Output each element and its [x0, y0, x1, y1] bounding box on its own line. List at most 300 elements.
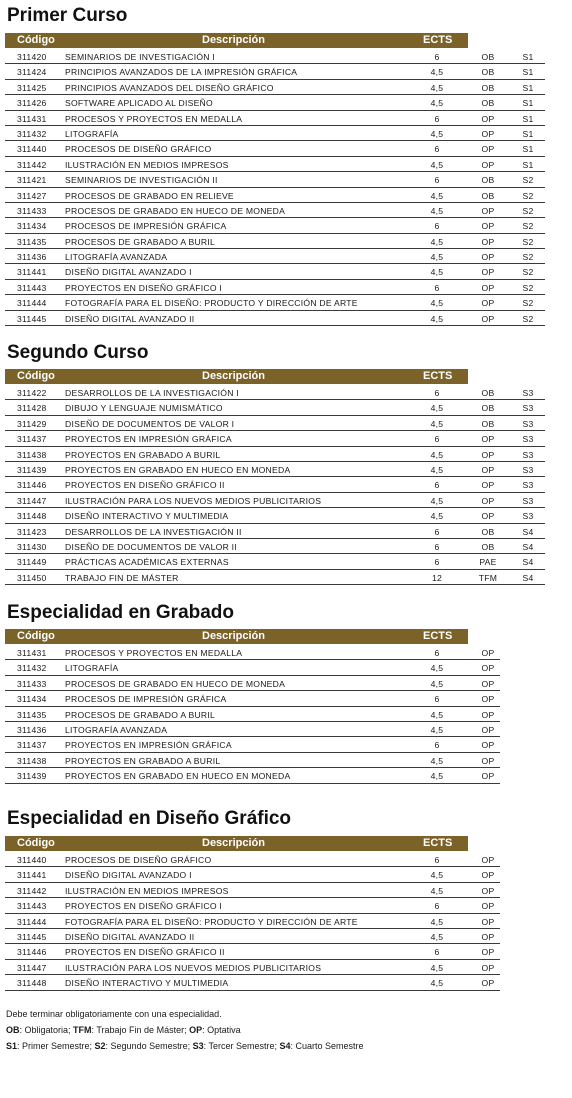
course-type: OP — [481, 113, 495, 124]
course-description: PROCESOS DE IMPRESIÓN GRÁFICA — [65, 694, 227, 705]
course-code: 311432 — [17, 128, 47, 139]
course-type: OP — [481, 298, 495, 309]
table-row — [5, 49, 545, 64]
course-description: DISEÑO DIGITAL AVANZADO II — [65, 313, 195, 324]
course-type: OP — [481, 771, 495, 782]
table-row — [5, 111, 545, 126]
table-row — [5, 203, 545, 218]
course-type: OP — [481, 740, 495, 751]
course-ects: 6 — [434, 526, 440, 537]
course-semester: S4 — [522, 541, 534, 552]
table-primer-curso — [5, 49, 545, 326]
course-ects: 4,5 — [430, 252, 444, 263]
course-code: 311443 — [17, 282, 47, 293]
table-row — [5, 447, 545, 462]
legend-text: : Primer Semestre; — [17, 1041, 95, 1051]
header-description: Descripción — [202, 370, 265, 382]
table-row — [5, 157, 545, 172]
course-type: OP — [481, 159, 495, 170]
table-row — [5, 898, 500, 913]
course-type: OP — [481, 282, 495, 293]
table-row — [5, 126, 545, 141]
header-code: Código — [17, 630, 55, 642]
course-type: OP — [481, 870, 495, 881]
table-row — [5, 524, 545, 539]
course-ects: 6 — [434, 855, 440, 865]
course-semester: S2 — [522, 313, 534, 324]
course-code: 311448 — [17, 978, 47, 989]
course-description: LITOGRAFÍA AVANZADA — [65, 252, 168, 263]
table-row — [5, 64, 545, 79]
course-type: OP — [481, 267, 495, 278]
header-ects: ECTS — [423, 34, 453, 46]
course-code: 311436 — [17, 252, 47, 263]
course-code: 311439 — [17, 464, 47, 475]
course-type: OP — [481, 313, 495, 324]
course-description: DISEÑO DIGITAL AVANZADO I — [65, 267, 192, 278]
table-row — [5, 883, 500, 898]
course-semester: S1 — [522, 52, 534, 62]
course-type: PAE — [479, 557, 497, 568]
table-row — [5, 385, 545, 400]
table-row — [5, 493, 545, 508]
table-row — [5, 416, 545, 431]
course-type: OP — [481, 144, 495, 155]
course-code: 311440 — [17, 144, 47, 155]
course-code: 311437 — [17, 740, 47, 751]
course-code: 311427 — [17, 190, 47, 201]
course-code: 311447 — [17, 962, 47, 973]
course-semester: S2 — [522, 190, 534, 201]
course-code: 311446 — [17, 480, 47, 491]
course-type: OB — [481, 175, 495, 186]
header-description: Descripción — [202, 837, 265, 849]
course-semester: S3 — [522, 388, 534, 398]
table-row — [5, 975, 500, 990]
course-code: 311424 — [17, 67, 47, 78]
course-ects: 4,5 — [430, 495, 444, 506]
course-ects: 4,5 — [430, 771, 444, 782]
course-type: OB — [481, 388, 495, 398]
course-description: ILUSTRACIÓN EN MEDIOS IMPRESOS — [65, 159, 229, 170]
table-row — [5, 852, 500, 867]
course-description: DISEÑO DIGITAL AVANZADO I — [65, 870, 192, 881]
table-row — [5, 218, 545, 233]
course-code: 311433 — [17, 205, 47, 216]
course-ects: 4,5 — [430, 755, 444, 766]
course-ects: 12 — [431, 572, 443, 583]
course-ects: 4,5 — [430, 267, 444, 278]
course-semester: S4 — [522, 572, 534, 583]
course-description: PROCESOS DE GRABADO EN HUECO DE MONEDA — [65, 678, 286, 689]
section-title-especialidad-diseno: Especialidad en Diseño Gráfico — [7, 808, 292, 829]
course-description: SOFTWARE APLICADO AL DISEÑO — [65, 98, 213, 109]
note-specialty: Debe terminar obligatoriamente con una especialidad. — [6, 1009, 222, 1019]
course-description: TRABAJO FIN DE MÁSTER — [65, 572, 179, 583]
table-row — [5, 867, 500, 882]
course-description: PROYECTOS EN IMPRESIÓN GRÁFICA — [65, 740, 232, 751]
course-ects: 4,5 — [430, 82, 444, 93]
course-type: OP — [481, 449, 495, 460]
course-description: PROCESOS DE DISEÑO GRÁFICO — [65, 144, 212, 155]
legend-text: : Trabajo Fin de Máster; — [91, 1025, 190, 1035]
course-ects: 6 — [434, 740, 440, 751]
course-description: PROCESOS Y PROYECTOS EN MEDALLA — [65, 648, 243, 658]
course-description: PRINCIPIOS AVANZADOS DE LA IMPRESIÓN GRÁFICA — [65, 67, 298, 78]
legend-abbr: S1 — [6, 1041, 18, 1051]
course-type: OP — [481, 495, 495, 506]
course-type: OP — [481, 694, 495, 705]
course-ects: 4,5 — [430, 464, 444, 475]
course-type: OP — [481, 947, 495, 958]
course-type: OP — [481, 663, 495, 674]
table-row — [5, 188, 545, 203]
course-semester: S3 — [522, 449, 534, 460]
table-row — [5, 431, 545, 446]
legend-text: : Tercer Semestre; — [203, 1041, 280, 1051]
course-code: 311423 — [17, 526, 47, 537]
table-segundo-curso — [5, 385, 545, 585]
legend-semester — [6, 1038, 364, 1054]
course-type: OP — [481, 916, 495, 927]
table-row — [5, 676, 500, 691]
course-ects: 4,5 — [430, 978, 444, 989]
course-ects: 6 — [434, 557, 440, 568]
header-description: Descripción — [202, 34, 265, 46]
course-type: OB — [481, 541, 495, 552]
table-row — [5, 707, 500, 722]
table-header-segundo — [5, 369, 468, 384]
notes — [6, 1006, 364, 1054]
course-description: PROYECTOS EN DISEÑO GRÁFICO II — [65, 480, 225, 491]
course-code: 311428 — [17, 403, 47, 414]
course-description: DESARROLLOS DE LA INVESTIGACIÓN II — [65, 526, 242, 537]
legend-abbr: S3 — [192, 1041, 204, 1051]
course-type: OB — [481, 403, 495, 414]
course-semester: S3 — [522, 464, 534, 475]
header-code: Código — [17, 837, 55, 849]
course-description: PROYECTOS EN DISEÑO GRÁFICO I — [65, 901, 223, 912]
course-code: 311437 — [17, 434, 47, 445]
table-row — [5, 249, 545, 264]
table-row — [5, 753, 500, 768]
course-code: 311429 — [17, 418, 47, 429]
course-semester: S4 — [522, 557, 534, 568]
section-title-especialidad-grabado: Especialidad en Grabado — [7, 602, 235, 623]
course-semester: S2 — [522, 267, 534, 278]
table-row — [5, 311, 545, 326]
course-description: ILUSTRACIÓN PARA LOS NUEVOS MEDIOS PUBLICITARIOS — [65, 495, 322, 506]
course-code: 311432 — [17, 663, 47, 674]
course-description: PRINCIPIOS AVANZADOS DEL DISEÑO GRÁFICO — [65, 82, 274, 93]
course-type: OP — [481, 236, 495, 247]
course-semester: S2 — [522, 298, 534, 309]
course-description: DISEÑO DE DOCUMENTOS DE VALOR II — [65, 541, 237, 552]
course-description: PROYECTOS EN DISEÑO GRÁFICO I — [65, 282, 223, 293]
course-ects: 4,5 — [430, 418, 444, 429]
course-type: OB — [481, 418, 495, 429]
course-description: PROYECTOS EN GRABADO A BURIL — [65, 755, 221, 766]
course-description: SEMINARIOS DE INVESTIGACIÓN II — [65, 175, 218, 186]
course-semester: S3 — [522, 511, 534, 522]
table-row — [5, 645, 500, 660]
course-code: 311444 — [17, 916, 47, 927]
course-type: OB — [481, 526, 495, 537]
course-type: OP — [481, 221, 495, 232]
course-code: 311420 — [17, 52, 47, 62]
course-description: PROCESOS DE GRABADO EN HUECO DE MONEDA — [65, 205, 286, 216]
course-code: 311435 — [17, 709, 47, 720]
course-ects: 4,5 — [430, 403, 444, 414]
course-semester: S2 — [522, 252, 534, 263]
table-row — [5, 264, 545, 279]
course-description: PRÁCTICAS ACADÉMICAS EXTERNAS — [65, 557, 229, 568]
course-code: 311434 — [17, 694, 47, 705]
course-semester: S2 — [522, 282, 534, 293]
course-code: 311442 — [17, 159, 47, 170]
course-type: OP — [481, 885, 495, 896]
course-semester: S1 — [522, 113, 534, 124]
table-header-grabado — [5, 629, 468, 644]
course-description: ILUSTRACIÓN EN MEDIOS IMPRESOS — [65, 885, 229, 896]
course-ects: 6 — [434, 52, 440, 62]
legend-abbr: TFM — [73, 1025, 92, 1035]
section-title-primer-curso: Primer Curso — [7, 5, 128, 26]
course-type: OP — [481, 962, 495, 973]
course-code: 311439 — [17, 771, 47, 782]
course-description: LITOGRAFÍA — [65, 663, 119, 674]
course-description: DISEÑO DE DOCUMENTOS DE VALOR I — [65, 418, 235, 429]
course-description: SEMINARIOS DE INVESTIGACIÓN I — [65, 52, 216, 62]
course-type: OP — [481, 205, 495, 216]
course-ects: 4,5 — [430, 511, 444, 522]
course-ects: 6 — [434, 221, 440, 232]
course-type: OB — [481, 82, 495, 93]
course-description: PROCESOS DE GRABADO A BURIL — [65, 236, 216, 247]
table-row — [5, 462, 545, 477]
course-type: OP — [481, 434, 495, 445]
course-ects: 6 — [434, 282, 440, 293]
course-type: TFM — [478, 572, 498, 583]
course-type: OP — [481, 648, 495, 658]
course-type: OP — [481, 978, 495, 989]
table-row — [5, 539, 545, 554]
course-code: 311435 — [17, 236, 47, 247]
table-row — [5, 172, 545, 187]
table-row — [5, 508, 545, 523]
course-ects: 4,5 — [430, 931, 444, 942]
course-semester: S4 — [522, 526, 534, 537]
course-type: OB — [481, 52, 495, 62]
table-row — [5, 80, 545, 95]
course-code: 311431 — [17, 648, 47, 658]
course-type: OP — [481, 855, 495, 865]
course-description: PROCESOS Y PROYECTOS EN MEDALLA — [65, 113, 243, 124]
table-header-diseno — [5, 836, 468, 851]
course-description: LITOGRAFÍA AVANZADA — [65, 724, 168, 735]
table-row — [5, 295, 545, 310]
course-code: 311426 — [17, 98, 47, 109]
course-description: PROCESOS DE GRABADO A BURIL — [65, 709, 216, 720]
header-code: Código — [17, 34, 55, 46]
course-description: PROYECTOS EN GRABADO A BURIL — [65, 449, 221, 460]
course-code: 311443 — [17, 901, 47, 912]
course-description: DISEÑO INTERACTIVO Y MULTIMEDIA — [65, 511, 229, 522]
course-description: LITOGRAFÍA — [65, 128, 119, 139]
table-especialidad-diseno — [5, 852, 500, 991]
table-row — [5, 280, 545, 295]
course-semester: S3 — [522, 403, 534, 414]
course-ects: 4,5 — [430, 313, 444, 324]
course-ects: 4,5 — [430, 298, 444, 309]
course-code: 311441 — [17, 870, 47, 881]
course-code: 311438 — [17, 449, 47, 460]
course-type: OP — [481, 480, 495, 491]
course-code: 311422 — [17, 388, 47, 398]
course-semester: S2 — [522, 205, 534, 216]
course-code: 311449 — [17, 557, 47, 568]
course-semester: S2 — [522, 221, 534, 232]
course-type: OP — [481, 464, 495, 475]
course-code: 311448 — [17, 511, 47, 522]
course-type: OP — [481, 709, 495, 720]
course-code: 311436 — [17, 724, 47, 735]
course-semester: S1 — [522, 82, 534, 93]
table-row — [5, 141, 545, 156]
course-code: 311431 — [17, 113, 47, 124]
legend-text: : Obligatoria; — [19, 1025, 74, 1035]
course-code: 311442 — [17, 885, 47, 896]
table-row — [5, 722, 500, 737]
course-description: PROYECTOS EN IMPRESIÓN GRÁFICA — [65, 434, 232, 445]
legend-type — [6, 1022, 364, 1038]
course-ects: 6 — [434, 947, 440, 958]
course-ects: 6 — [434, 480, 440, 491]
course-semester: S3 — [522, 434, 534, 445]
course-ects: 4,5 — [430, 98, 444, 109]
legend-text: : Optativa — [202, 1025, 241, 1035]
course-ects: 4,5 — [430, 678, 444, 689]
legend-abbr: S4 — [279, 1041, 291, 1051]
course-code: 311445 — [17, 931, 47, 942]
course-description: PROYECTOS EN DISEÑO GRÁFICO II — [65, 947, 225, 958]
table-row — [5, 737, 500, 752]
course-ects: 6 — [434, 113, 440, 124]
course-type: OP — [481, 724, 495, 735]
course-ects: 6 — [434, 388, 440, 398]
course-ects: 4,5 — [430, 724, 444, 735]
course-ects: 4,5 — [430, 709, 444, 720]
course-type: OB — [481, 98, 495, 109]
course-ects: 4,5 — [430, 128, 444, 139]
course-description: PROCESOS DE IMPRESIÓN GRÁFICA — [65, 221, 227, 232]
header-ects: ECTS — [423, 370, 453, 382]
course-ects: 6 — [434, 434, 440, 445]
course-description: DESARROLLOS DE LA INVESTIGACIÓN I — [65, 388, 239, 398]
course-semester: S3 — [522, 418, 534, 429]
course-ects: 4,5 — [430, 67, 444, 78]
table-row — [5, 477, 545, 492]
course-code: 311425 — [17, 82, 47, 93]
course-ects: 4,5 — [430, 962, 444, 973]
course-ects: 4,5 — [430, 885, 444, 896]
legend-text: : Cuarto Semestre — [290, 1041, 364, 1051]
course-semester: S1 — [522, 159, 534, 170]
course-ects: 4,5 — [430, 870, 444, 881]
course-code: 311447 — [17, 495, 47, 506]
course-type: OB — [481, 67, 495, 78]
course-semester: S1 — [522, 128, 534, 139]
course-ects: 6 — [434, 694, 440, 705]
course-type: OP — [481, 511, 495, 522]
course-description: FOTOGRAFÍA PARA EL DISEÑO: PRODUCTO Y DIRECCIÓN DE ARTE — [65, 298, 358, 309]
legend-abbr: S2 — [94, 1041, 106, 1051]
table-row — [5, 929, 500, 944]
course-code: 311446 — [17, 947, 47, 958]
course-type: OP — [481, 128, 495, 139]
course-description: PROCESOS DE GRABADO EN RELIEVE — [65, 190, 234, 201]
course-description: PROYECTOS EN GRABADO EN HUECO EN MONEDA — [65, 771, 291, 782]
course-ects: 6 — [434, 901, 440, 912]
course-ects: 6 — [434, 144, 440, 155]
course-type: OB — [481, 190, 495, 201]
course-description: DISEÑO INTERACTIVO Y MULTIMEDIA — [65, 978, 229, 989]
header-description: Descripción — [202, 630, 265, 642]
course-type: OP — [481, 252, 495, 263]
header-ects: ECTS — [423, 630, 453, 642]
table-row — [5, 570, 545, 585]
legend-abbr: OP — [189, 1025, 203, 1035]
course-code: 311444 — [17, 298, 47, 309]
course-semester: S3 — [522, 480, 534, 491]
table-row — [5, 234, 545, 249]
table-row — [5, 944, 500, 959]
course-description: PROYECTOS EN GRABADO EN HUECO EN MONEDA — [65, 464, 291, 475]
legend-abbr: OB — [6, 1025, 20, 1035]
table-row — [5, 554, 545, 569]
table-row — [5, 95, 545, 110]
course-ects: 6 — [434, 541, 440, 552]
table-especialidad-grabado — [5, 645, 500, 784]
course-description: DISEÑO DIGITAL AVANZADO II — [65, 931, 195, 942]
course-code: 311440 — [17, 855, 47, 865]
course-semester: S2 — [522, 175, 534, 186]
course-type: OP — [481, 901, 495, 912]
header-code: Código — [17, 370, 55, 382]
course-ects: 6 — [434, 648, 440, 658]
course-code: 311433 — [17, 678, 47, 689]
course-type: OP — [481, 931, 495, 942]
course-code: 311441 — [17, 267, 47, 278]
course-type: OP — [481, 678, 495, 689]
course-ects: 4,5 — [430, 916, 444, 927]
course-description: FOTOGRAFÍA PARA EL DISEÑO: PRODUCTO Y DIRECCIÓN DE ARTE — [65, 916, 358, 927]
section-title-segundo-curso: Segundo Curso — [7, 342, 149, 363]
course-ects: 4,5 — [430, 663, 444, 674]
course-code: 311445 — [17, 313, 47, 324]
course-code: 311438 — [17, 755, 47, 766]
course-ects: 6 — [434, 175, 440, 186]
table-row — [5, 914, 500, 929]
table-row — [5, 960, 500, 975]
course-description: DIBUJO Y LENGUAJE NUMISMÁTICO — [65, 403, 223, 414]
table-row — [5, 660, 500, 675]
table-row — [5, 400, 545, 415]
course-ects: 4,5 — [430, 236, 444, 247]
header-ects: ECTS — [423, 837, 453, 849]
table-header-primer — [5, 33, 468, 48]
course-semester: S3 — [522, 495, 534, 506]
